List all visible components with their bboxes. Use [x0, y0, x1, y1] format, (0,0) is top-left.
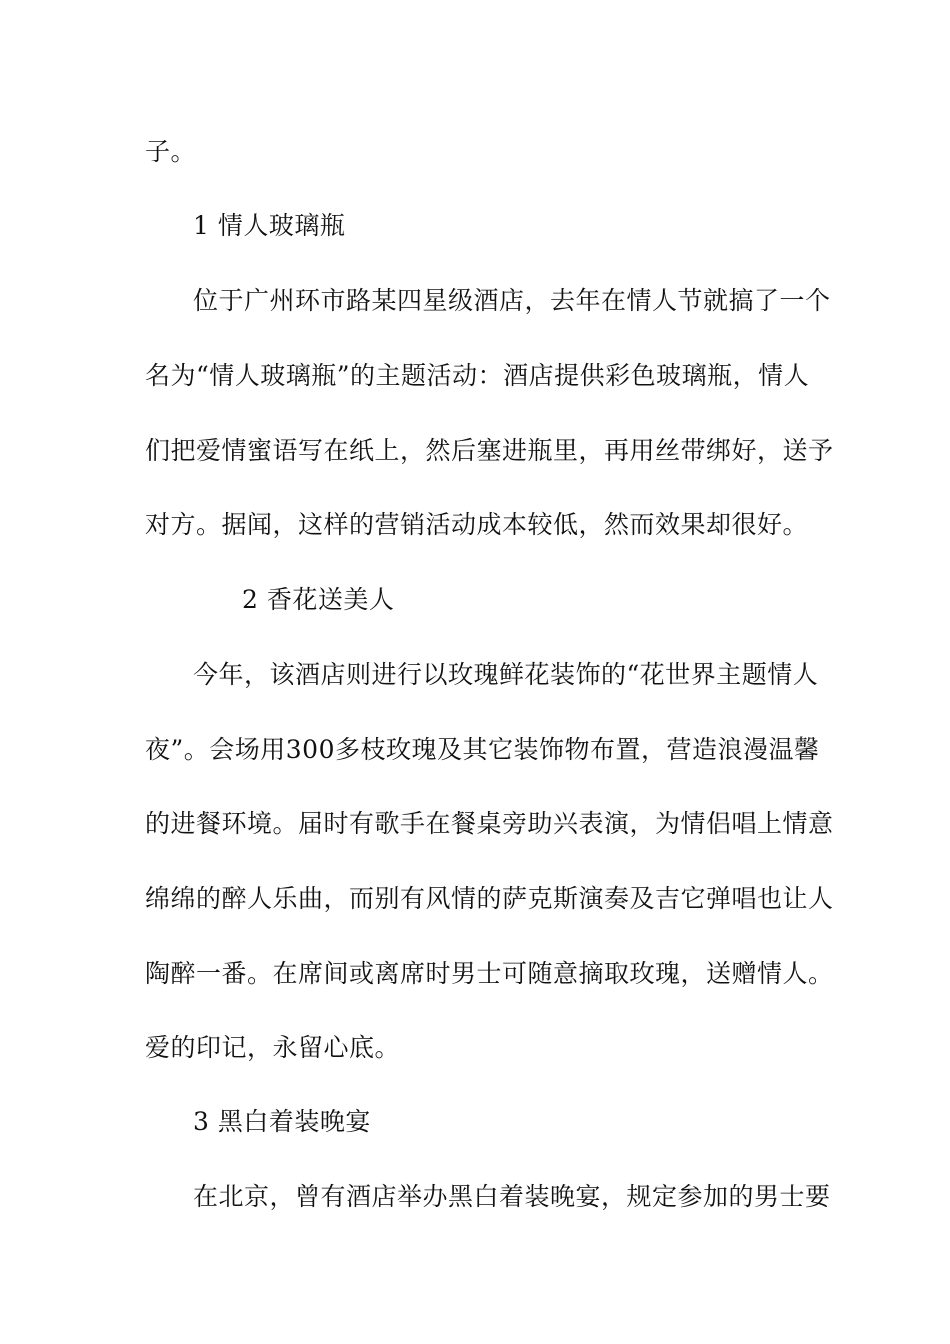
paragraph-line: 名为“情人玻璃瓶”的主题活动：酒店提供彩色玻璃瓶，情人: [145, 361, 810, 390]
paragraph-line: 对方。据闻，这样的营销活动成本较低，然而效果却很好。: [145, 510, 809, 539]
paragraph-line: 陶醉一番。在席间或离席时男士可随意摘取玫瑰，送赠情人。: [145, 959, 834, 988]
paragraph-line: 夜”。会场用300多枝玫瑰及其它装饰物布置，营造浪漫温馨: [145, 735, 820, 764]
section-heading: 2 香花送美人: [242, 585, 395, 614]
paragraph-line: 爱的印记，永留心底。: [145, 1033, 401, 1062]
paragraph-line: 们把爱情蜜语写在纸上，然后塞进瓶里，再用丝带绑好，送予: [145, 436, 834, 465]
paragraph-line: 在北京，曾有酒店举办黑白着装晚宴，规定参加的男士要: [193, 1182, 831, 1211]
section-heading: 3 黑白着装晚宴: [193, 1107, 371, 1136]
paragraph-line: 绵绵的醉人乐曲，而别有风情的萨克斯演奏及吉它弹唱也让人: [145, 884, 834, 913]
paragraph-line: 今年，该酒店则进行以玫瑰鲜花装饰的“花世界主题情人: [193, 660, 819, 689]
section-heading: 1 情人玻璃瓶: [193, 211, 346, 240]
paragraph-line: 位于广州环市路某四星级酒店，去年在情人节就搞了一个: [193, 286, 831, 315]
paragraph-line: 子。: [145, 137, 197, 166]
paragraph-line: 的进餐环境。届时有歌手在餐桌旁助兴表演，为情侣唱上情意: [145, 809, 834, 838]
